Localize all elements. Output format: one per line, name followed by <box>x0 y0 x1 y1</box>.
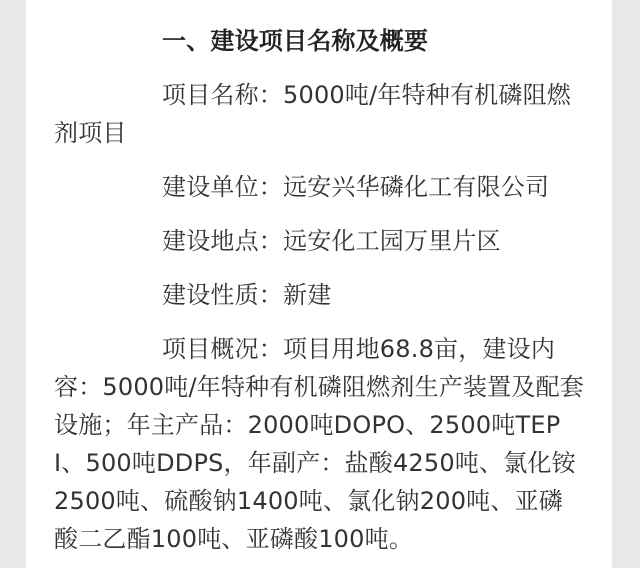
project-overview-paragraph: 项目概况：项目用地68.8亩，建设内容：5000吨/年特种有机磷阻燃剂生产装置及配套设施；年主产品：2000吨DOPO、2500吨TEPI、500吨DDPS，年副产：盐酸4250吨、氯化铵2500吨、硫酸钠1400吨、氯化钠200吨、亚磷酸二乙酯100吨、亚磷酸100吨。 <box>54 335 584 553</box>
project-name-paragraph: 项目名称：5000吨/年特种有机磷阻燃剂项目 <box>54 81 571 147</box>
construction-unit-paragraph: 建设单位：远安兴华磷化工有限公司 <box>162 173 550 201</box>
document-page <box>26 0 612 568</box>
document-body <box>54 22 584 568</box>
section-heading: 一、建设项目名称及概要 <box>162 27 429 55</box>
construction-nature-paragraph: 建设性质：新建 <box>162 281 332 309</box>
construction-location-paragraph: 建设地点：远安化工园万里片区 <box>162 227 501 255</box>
